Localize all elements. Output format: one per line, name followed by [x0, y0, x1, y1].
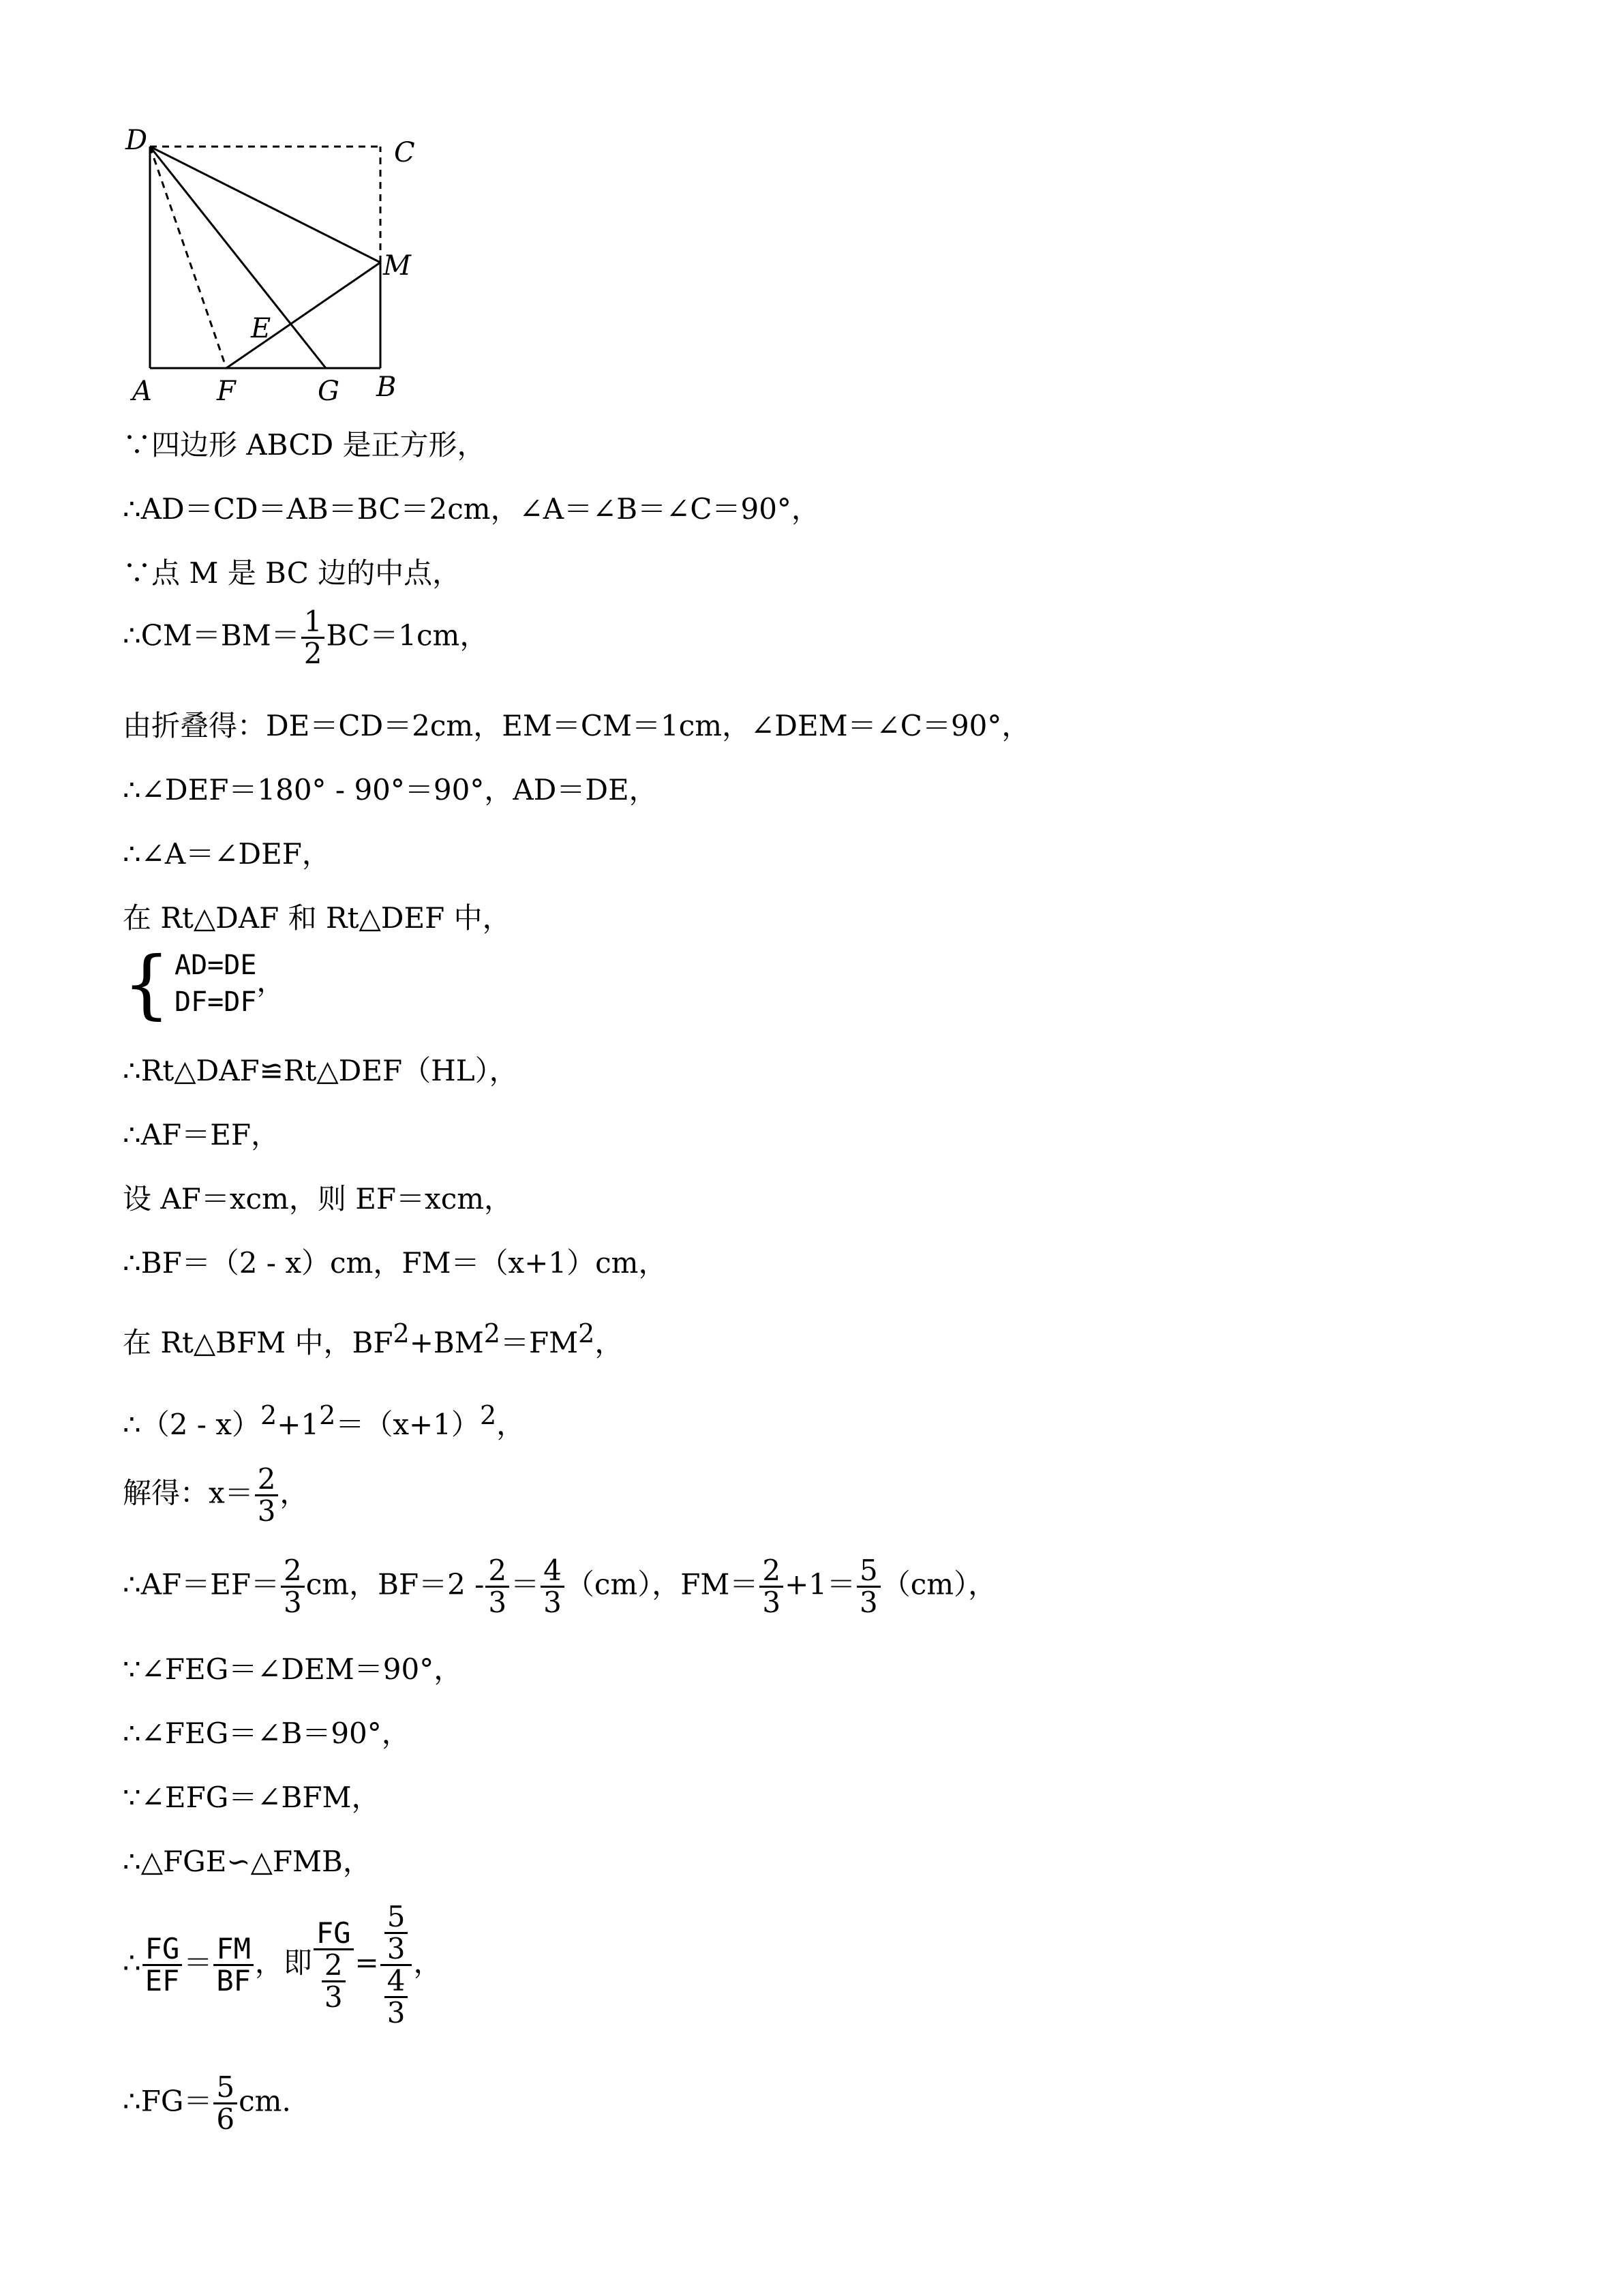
numerator: 5: [384, 1902, 408, 1934]
fraction: [142, 1934, 183, 1996]
text: +1: [277, 1408, 320, 1441]
denominator: 3: [543, 1586, 562, 1620]
text: ∵∠FEG＝∠DEM＝90°，: [123, 1652, 463, 1686]
line-7: [123, 837, 331, 871]
text: 解得：x＝: [123, 1476, 254, 1510]
denominator: [314, 1950, 354, 2012]
line-22: [123, 1902, 442, 2028]
segment-dg: [150, 147, 326, 368]
label-d: D: [125, 125, 148, 156]
fraction: [213, 2072, 237, 2134]
superscript: 2: [483, 1318, 500, 1348]
segment-fm: [226, 262, 380, 368]
line-1: [123, 428, 486, 462]
text: ，即: [254, 1946, 312, 1980]
denominator: 3: [324, 1980, 343, 2014]
numerator: 2: [255, 1464, 279, 1496]
label-g: G: [318, 376, 339, 406]
text: ∴AF＝EF，: [123, 1118, 279, 1151]
text: ∴∠A＝∠DEF，: [123, 837, 331, 871]
numerator: 4: [541, 1556, 564, 1588]
numerator: [380, 1902, 412, 1966]
line-2: [123, 492, 820, 526]
fraction: [857, 1556, 881, 1618]
numerator: 2: [485, 1556, 509, 1588]
text: 设 AF＝xcm，则 EF＝xcm，: [123, 1182, 513, 1215]
line-13: [123, 1246, 667, 1280]
text: ∵∠EFG＝∠BFM，: [123, 1781, 380, 1814]
text: 由折叠得：DE＝CD＝2cm，EM＝CM＝1cm，∠DEM＝∠C＝90°，: [123, 709, 1031, 742]
label-e: E: [251, 313, 271, 344]
denominator: BF: [216, 1964, 251, 1998]
line-5: [123, 709, 1030, 743]
equation-system: [123, 940, 286, 1027]
label-m: M: [383, 250, 411, 282]
system-row: DF=DF: [175, 986, 257, 1018]
brace: {: [123, 940, 170, 1027]
superscript: 2: [393, 1318, 410, 1348]
text: cm，BF＝2 -: [305, 1567, 485, 1601]
denominator: 3: [257, 1494, 276, 1528]
text: ∴（2 - x）: [123, 1408, 261, 1441]
text: ，: [279, 1476, 309, 1510]
text: ∴∠DEF＝180° - 90°＝90°，AD＝DE，: [123, 773, 658, 806]
text: ∴∠FEG＝∠B＝90°，: [123, 1717, 410, 1750]
denominator: 3: [284, 1586, 302, 1620]
text: +1＝: [785, 1567, 855, 1601]
fraction: [384, 1902, 408, 1964]
line-21: [123, 1845, 371, 1879]
line-16: [123, 1464, 308, 1526]
line-14: [123, 1318, 623, 1360]
text: 在 Rt△DAF 和 Rt△DEF 中，: [123, 901, 511, 935]
numerator: 2: [322, 1950, 346, 1982]
numerator: 5: [857, 1556, 881, 1588]
line-17: [123, 1556, 997, 1618]
text: ∴BF＝（2 - x）cm，FM＝（x+1）cm，: [123, 1246, 667, 1280]
line-8: [123, 901, 511, 935]
label-a: A: [132, 376, 152, 406]
denominator: 2: [303, 637, 322, 671]
text: ，: [594, 1326, 624, 1359]
text: ，: [496, 1408, 526, 1441]
superscript: 2: [260, 1400, 277, 1430]
text: ∴AF＝EF＝: [123, 1567, 279, 1601]
denominator: 3: [488, 1586, 507, 1620]
complex-fraction: [380, 1902, 412, 2028]
superscript: 2: [479, 1400, 497, 1430]
numerator: 2: [281, 1556, 305, 1588]
line-20: [123, 1781, 380, 1815]
numerator: 1: [301, 607, 325, 639]
denominator: 3: [386, 1932, 406, 1966]
text: =: [354, 1946, 379, 1980]
square-fold-diagram: [123, 119, 450, 406]
superscript: 2: [319, 1400, 336, 1430]
text: ∵点 M 是 BC 边的中点，: [123, 556, 461, 590]
line-15: [123, 1400, 525, 1442]
text: ∴FG＝: [123, 2084, 213, 2118]
text: ＝FM: [500, 1326, 579, 1359]
denominator: 3: [762, 1586, 781, 1620]
fraction: [301, 607, 325, 669]
line-6: [123, 773, 658, 807]
line-23: [123, 2072, 291, 2134]
system-rows: [175, 947, 256, 1021]
text: ，: [413, 1946, 442, 1980]
text: ∴AD＝CD＝AB＝BC＝2cm，∠A＝∠B＝∠C＝90°，: [123, 492, 820, 526]
numerator: FM: [213, 1934, 254, 1966]
fraction: [384, 1966, 408, 2028]
complex-fraction: [314, 1918, 354, 2012]
text: ＝: [183, 1946, 213, 1980]
label-b: B: [376, 372, 397, 403]
text: ∴CM＝BM＝: [123, 618, 300, 652]
system-row: AD=DE: [175, 950, 257, 981]
text: 在 Rt△BFM 中，BF: [123, 1326, 393, 1359]
text: cm.: [239, 2084, 291, 2118]
line-19: [123, 1717, 410, 1751]
numerator: FG: [142, 1934, 183, 1966]
text: ，: [256, 965, 286, 998]
text: ∴△FGE∽△FMB，: [123, 1845, 371, 1878]
line-4: [123, 607, 488, 669]
text: （cm），: [881, 1567, 997, 1601]
numerator: 4: [384, 1966, 408, 1998]
geometry-figure: [123, 119, 450, 406]
line-10: [123, 1054, 518, 1088]
denominator: 6: [216, 2102, 235, 2136]
fraction: [281, 1556, 305, 1618]
text: （cm），FM＝: [565, 1567, 759, 1601]
text: ∴Rt△DAF≌Rt△DEF（HL），: [123, 1054, 518, 1087]
text: ∵四边形 ABCD 是正方形，: [123, 428, 486, 462]
superscript: 2: [578, 1318, 595, 1348]
fraction: [485, 1556, 509, 1618]
denominator: 3: [386, 1996, 406, 2030]
line-11: [123, 1118, 279, 1152]
label-c: C: [394, 137, 415, 168]
denominator: 3: [860, 1586, 878, 1620]
fraction: [213, 1934, 254, 1996]
denominator: [380, 1966, 412, 2028]
fraction: [541, 1556, 564, 1618]
fraction: [322, 1950, 346, 2012]
denominator: EF: [145, 1964, 180, 1998]
fraction: [255, 1464, 279, 1526]
label-f: F: [217, 376, 236, 406]
line-3: [123, 556, 461, 590]
line-18: [123, 1652, 462, 1687]
fraction: [759, 1556, 783, 1618]
text: +BM: [409, 1326, 484, 1359]
text: ＝（x+1）: [335, 1408, 480, 1441]
numerator: FG: [314, 1918, 354, 1950]
text: BC＝1cm，: [326, 618, 489, 652]
numerator: 2: [759, 1556, 783, 1588]
line-12: [123, 1182, 513, 1216]
numerator: 5: [213, 2072, 237, 2104]
text: ＝: [511, 1567, 540, 1601]
text: ∴: [123, 1946, 141, 1980]
